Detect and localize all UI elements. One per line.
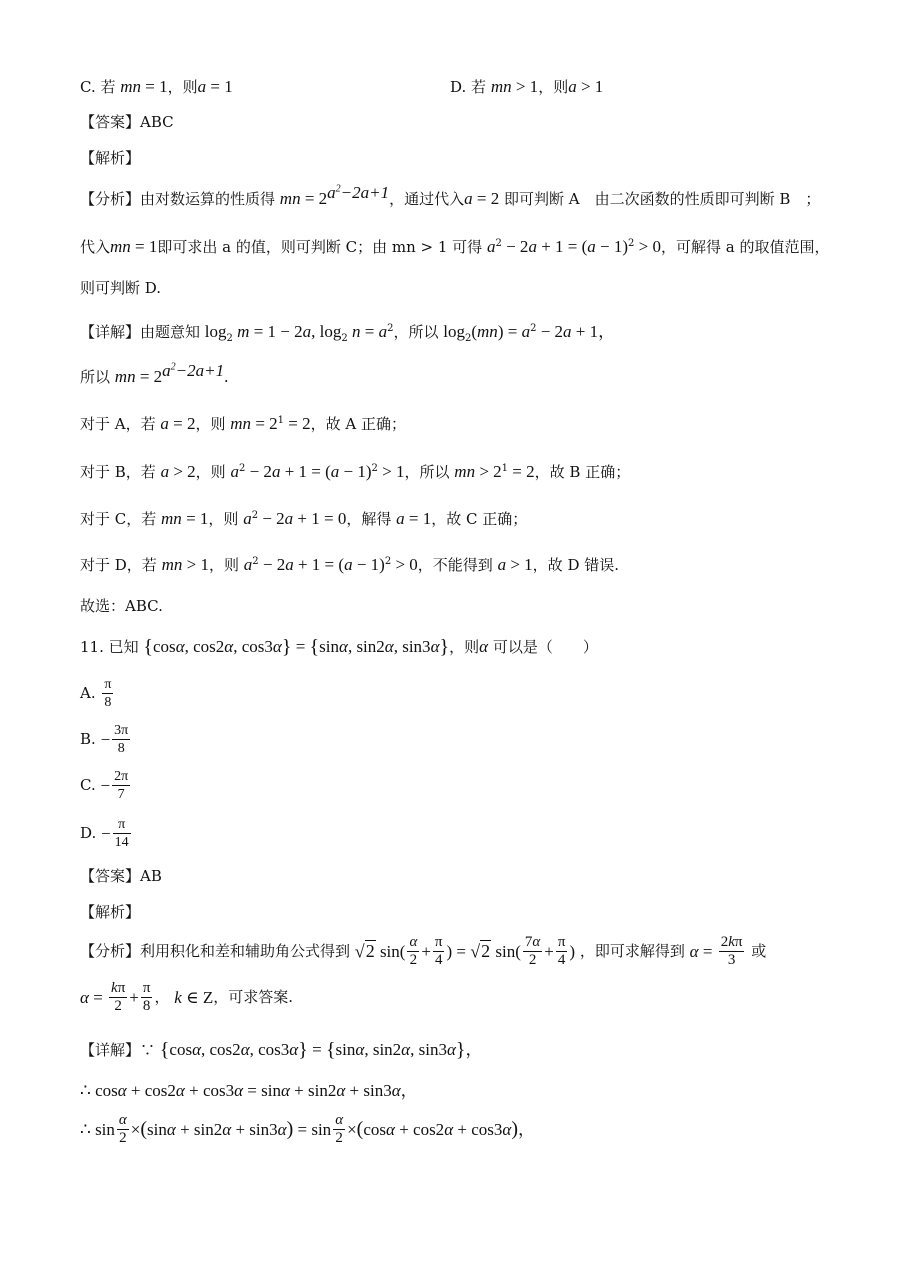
for-c-line: 对于 C，若 mn = 1，则 $a^2 - 2a + 1 = 0$，解得 a = 1，故 C 正确； [80, 509, 528, 528]
fenxi-line-3: 则可判断 D. [80, 279, 162, 297]
for-a-line: 对于 A，若 a = 2，则 mn = $2^1 = 2$，故 A 正确； [80, 414, 406, 433]
xiangjie2-line-3: ∴ sin $\frac{\alpha}{2}$ ×(sinα + sin2α + sin3α) = sin $\frac{\alpha}{2}$ ×(cosα + cos2α + cos3α)， [80, 1112, 535, 1146]
for-b-line: 对于 B，若 a > 2，则 $a^2 - 2a + 1 = (a - 1)^2 > 1$，所以 mn > $2^1 = 2$，故 B 正确； [80, 462, 631, 481]
fenxi-line-1: 【分析】由对数运算的性质得 mn = $2^{a^2-2a+1}$，通过代入a = 2 即可判断 A 由二次函数的性质即可判断 B ； [80, 183, 821, 208]
answer-label-2: 【答案】AB [80, 867, 162, 885]
fenxi2-line-2: α = $\frac{k\pi}{2}$ + $\frac{\pi}{8}$ ， k ∈ Z，可求答案. [80, 980, 294, 1014]
xiangjie-line-1: 【详解】由题意知 $\log_2 m = 1 - 2a$, $\log_2 n = a^2$，所以 $\log_2(mn) = a^2 - 2a + 1$， [80, 322, 616, 344]
for-d-line: 对于 D，若 mn > 1，则 $a^2 - 2a + 1 = (a - 1)^2 > 0$，不能得到 a > 1，故 D 错误. [80, 555, 620, 574]
answer-label-1: 【答案】ABC [80, 113, 174, 131]
xiangjie2-line-2: ∴ cosα + cos2α + cos3α = sinα + sin2α + sin3α， [80, 1081, 418, 1100]
analysis-label-1: 【解析】 [80, 149, 141, 167]
analysis-label-2: 【解析】 [80, 903, 141, 921]
suoyi-line: 所以 mn = $2^{a^2-2a+1}$. [80, 361, 229, 386]
fenxi2-line-1: 【分析】利用积化和差和辅助角公式得到 √2 sin( $\frac{\alpha}{2}$ + $\frac{\pi}{4}$ ) = √2 sin( $\frac{7\alpha}{2}$ + $\frac{\pi}{4}$ ) ，即可求解得到 α = $\frac{2k\pi}{3}$ 或 [80, 934, 767, 968]
option-a-choice: A. $\frac{\pi}{8}$ [80, 677, 112, 710]
fenxi-line-2: 代入mn = 1即可求出 a 的值，则可判断 C；由 mn > 1 可得 $a^2 - 2a + 1 = (a - 1)^2 > 0$，可解得 a 的取值范围， [80, 237, 830, 256]
gu-xuan-line: 故选：ABC. [80, 597, 163, 615]
question-11: 11. 已知 {cosα, cos2α, cos3α} = {sinα, sin2α, sin3α}，则α 可以是（ ） [80, 636, 598, 658]
option-d-row: D. 若 mn > 1，则a > 1 [450, 77, 604, 96]
xiangjie2-line-1: 【详解】∵ {cosα, cos2α, cos3α} = {sinα, sin2α, sin3α}， [80, 1039, 483, 1061]
option-d-choice: D. − $\frac{\pi}{14}$ [80, 817, 129, 850]
option-c-row: C. 若 mn = 1，则a = 1 [80, 77, 233, 96]
option-c-choice: C. − $\frac{2\pi}{7}$ [80, 769, 129, 802]
option-b-choice: B. − $\frac{3\pi}{8}$ [80, 723, 129, 756]
